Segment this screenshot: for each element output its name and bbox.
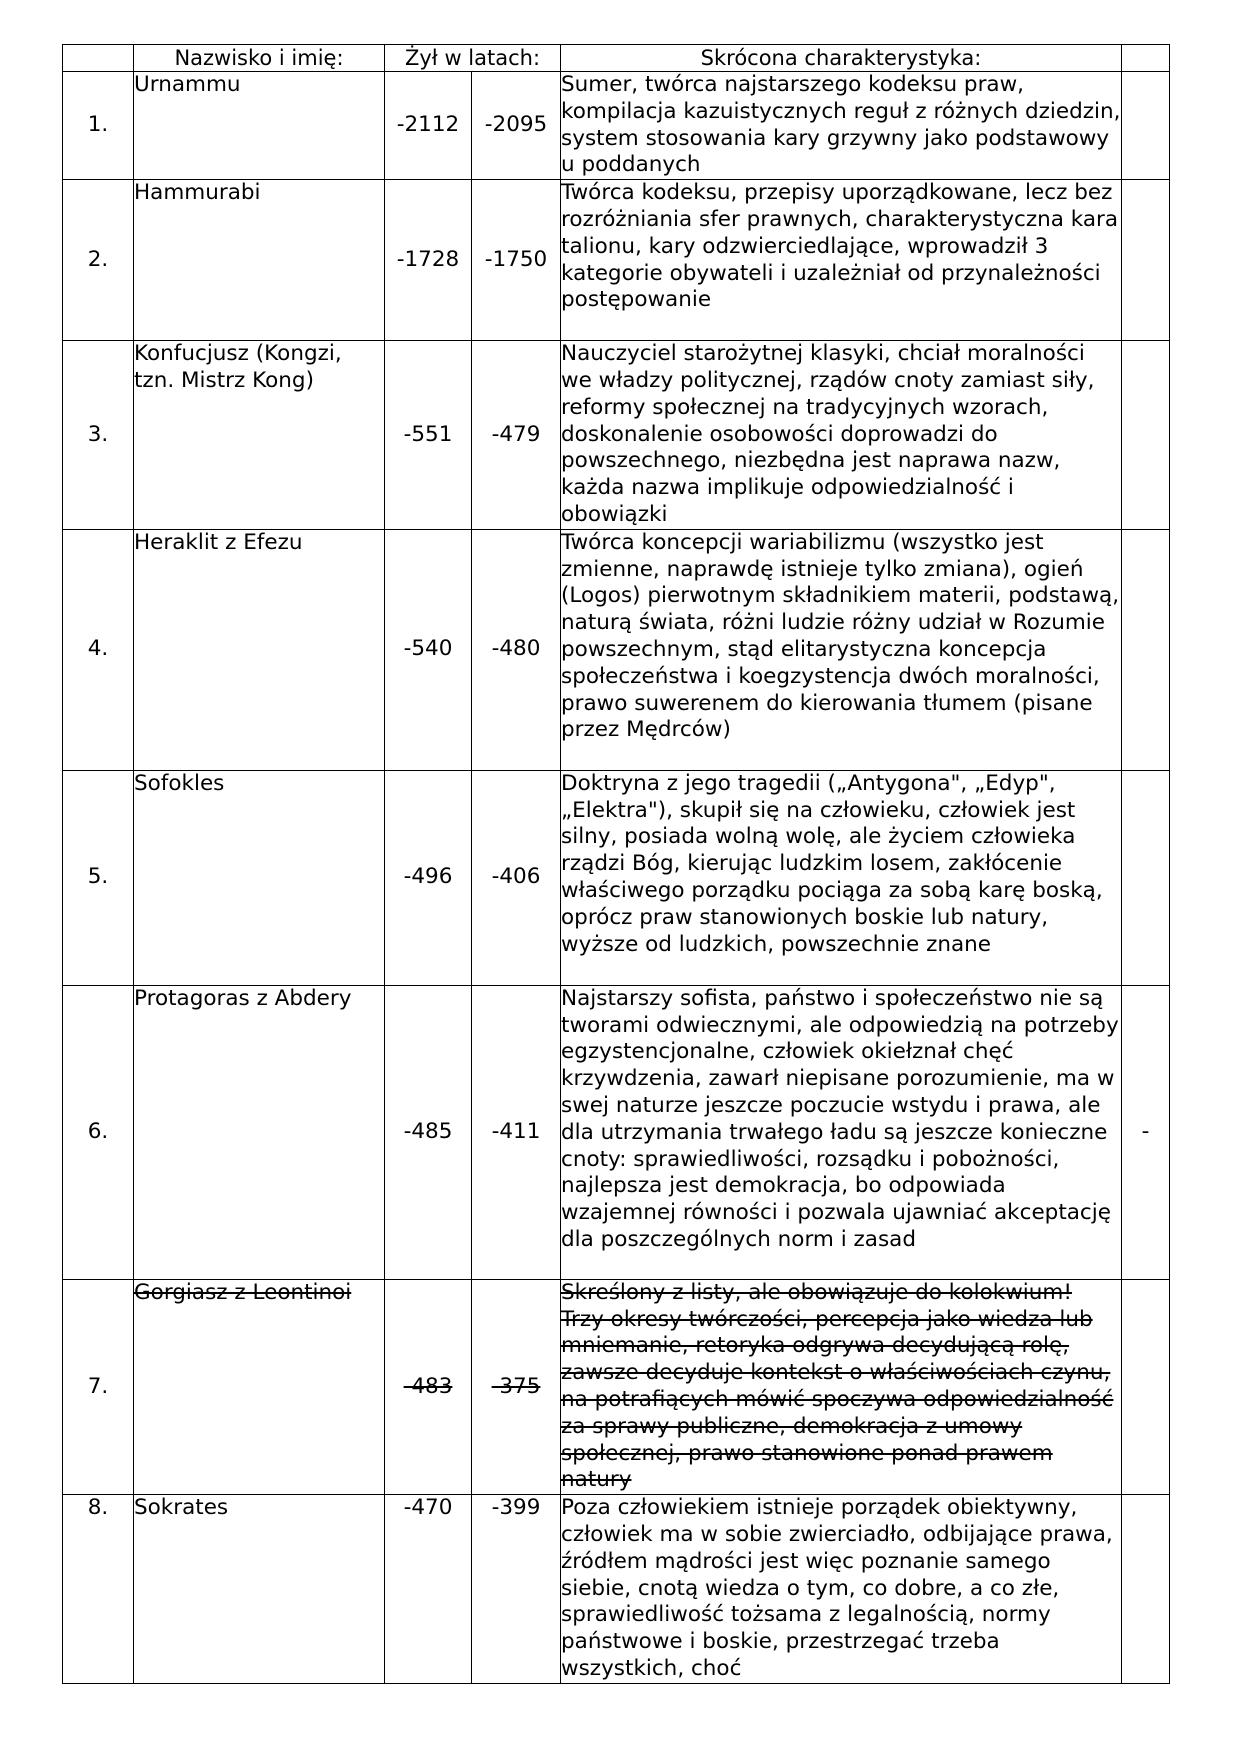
died-cell	[472, 341, 561, 530]
table-row	[63, 529, 1170, 770]
description-cell	[561, 1279, 1122, 1494]
died-cell	[472, 985, 561, 1279]
extra-cell	[1122, 1279, 1170, 1494]
born-year: -551	[403, 421, 453, 447]
row-number: 1.	[63, 72, 134, 180]
born-cell	[385, 180, 472, 341]
header-name: Nazwisko i imię:	[134, 45, 385, 72]
table-row	[63, 72, 1170, 180]
header-extra	[1122, 45, 1170, 72]
person-name: Konfucjusz (Kongzi, tzn. Mistrz Kong)	[134, 341, 385, 530]
extra-cell	[1122, 1495, 1170, 1684]
person-name: Sokrates	[134, 1495, 385, 1684]
name-cell	[134, 1279, 385, 1494]
description: Nauczyciel starożytnej klasyki, chciał moralności we władzy politycznej, rządów cnoty zamiast siły, reformy społecznej na tradycyjnych wzorach, doskonalenie osobowości doprowadzi do powszechnego, niezbędna jest naprawa nazw, każda nazwa implikuje odpowiedzialność i obowiązki	[561, 341, 1122, 530]
died-year: -375	[491, 1373, 541, 1399]
born-cell	[385, 1279, 472, 1494]
row-number: 6.	[63, 985, 134, 1279]
died-cell	[472, 770, 561, 985]
person-name: Protagoras z Abdery	[134, 985, 385, 1279]
table-row	[63, 341, 1170, 530]
extra-cell	[1122, 341, 1170, 530]
header-row	[63, 45, 1170, 72]
born-cell	[385, 770, 472, 985]
row-number: 8.	[63, 1495, 134, 1684]
row-number: 5.	[63, 770, 134, 985]
description: Poza człowiekiem istnieje porządek obiektywny, człowiek ma w sobie zwierciadło, odbijające prawa, źródłem mądrości jest więc poznanie samego siebie, cnotą wiedza o tym, co dobre, a co złe, sprawiedliwość tożsama z legalnością, normy państwowe i boskie, przestrzegać trzeba wszystkich, choć	[561, 1495, 1122, 1684]
born-cell	[385, 985, 472, 1279]
born-cell	[385, 529, 472, 770]
extra-cell	[1122, 72, 1170, 180]
born-year: -2112	[396, 112, 460, 138]
born-year: -1728	[396, 246, 460, 272]
born-year: -485	[403, 1118, 453, 1144]
died-cell	[472, 529, 561, 770]
died-year: -1750	[484, 246, 548, 272]
table-row	[63, 180, 1170, 341]
header-years: Żył w latach:	[385, 45, 561, 72]
table-row	[63, 1495, 1170, 1684]
description: Twórca kodeksu, przepisy uporządkowane, lecz bez rozróżniania sfer prawnych, charakterystyczna kara talionu, kary odzwierciedlające, wprowadził 3 kategorie obywateli i uzależniał od przynależności postępowanie	[561, 180, 1122, 341]
born-cell	[385, 341, 472, 530]
philosophers-table	[62, 44, 1170, 1684]
extra-cell	[1122, 770, 1170, 985]
table-row	[63, 770, 1170, 985]
person-name: Hammurabi	[134, 180, 385, 341]
born-cell	[385, 72, 472, 180]
died-year: -406	[491, 864, 541, 890]
person-name: Sofokles	[134, 770, 385, 985]
born-year: -496	[403, 864, 453, 890]
header-no	[63, 45, 134, 72]
born-year: -483	[403, 1373, 453, 1399]
row-number: 3.	[63, 341, 134, 530]
died-cell	[472, 72, 561, 180]
died-cell	[472, 180, 561, 341]
born-year: -540	[403, 636, 453, 662]
born-year: -470	[403, 1495, 453, 1521]
row-number: 2.	[63, 180, 134, 341]
died-cell	[472, 1279, 561, 1494]
person-name: Urnammu	[134, 72, 385, 180]
died-year: -480	[491, 636, 541, 662]
extra-cell	[1122, 180, 1170, 341]
born-cell	[385, 1495, 472, 1684]
description: Twórca koncepcji wariabilizmu (wszystko jest zmienne, naprawdę istnieje tylko zmiana), ogień (Logos) pierwotnym składnikiem materii, podstawą, naturą świata, różni ludzie różny udział w Rozumie powszechnym, stąd elitarystyczna koncepcja społeczeństwa i koegzystencja dwóch moralności, prawo suwerenem do kierowania tłumem (pisane przez Mędrców)	[561, 529, 1122, 770]
died-year: -411	[491, 1118, 541, 1144]
died-cell	[472, 1495, 561, 1684]
row-number: 7.	[63, 1279, 134, 1494]
died-year: -479	[491, 421, 541, 447]
person-name: Heraklit z Efezu	[134, 529, 385, 770]
header-description: Skrócona charakterystyka:	[561, 45, 1122, 72]
description: Doktryna z jego tragedii („Antygona", „Edyp", „Elektra"), skupił się na człowieku, człowiek jest silny, posiada wolną wolę, ale życiem człowieka rządzi Bóg, kierując ludzkim losem, zakłócenie właściwego porządku pociąga za sobą karę boską, oprócz praw stanowionych boskie lub natury, wyższe od ludzkich, powszechnie znane	[561, 770, 1122, 985]
person-name: Gorgiasz z Leontinoi	[134, 1279, 352, 1305]
table-row	[63, 985, 1170, 1279]
row-number: 4.	[63, 529, 134, 770]
description: Sumer, twórca najstarszego kodeksu praw, kompilacja kazuistycznych reguł z różnych dziedzin, system stosowania kary grzywny jako podstawowy u poddanych	[561, 72, 1122, 180]
table-row-struck	[63, 1279, 1170, 1494]
description: Najstarszy sofista, państwo i społeczeństwo nie są tworami odwiecznymi, ale odpowiedzią na potrzeby egzystencjonalne, człowiek okiełznał chęć krzywdzenia, zawarł niepisane porozumienie, ma w swej naturze jeszcze poczucie wstydu i prawa, ale dla utrzymania trwałego ładu są jeszcze konieczne cnoty: sprawiedliwości, rozsądku i pobożności, najlepsza jest demokracja, bo odpowiada wzajemnej równości i pozwala ujawniać akceptację dla poszczególnych norm i zasad	[561, 985, 1122, 1279]
description: Skreślony z listy, ale obowiązuje do kolokwium! Trzy okresy twórczości, percepcja jako wiedza lub mniemanie, retoryka odgrywa decydującą rolę, zawsze decyduje kontekst o właściwościach czynu, na potrafiących mówić spoczywa odpowiedzialność za sprawy publiczne, demokracja z umowy społecznej, prawo stanowione ponad prawem natury	[561, 1279, 1114, 1493]
died-year: -399	[491, 1495, 541, 1521]
died-year: -2095	[484, 112, 548, 138]
extra-cell	[1122, 529, 1170, 770]
extra-cell: -	[1122, 985, 1170, 1279]
